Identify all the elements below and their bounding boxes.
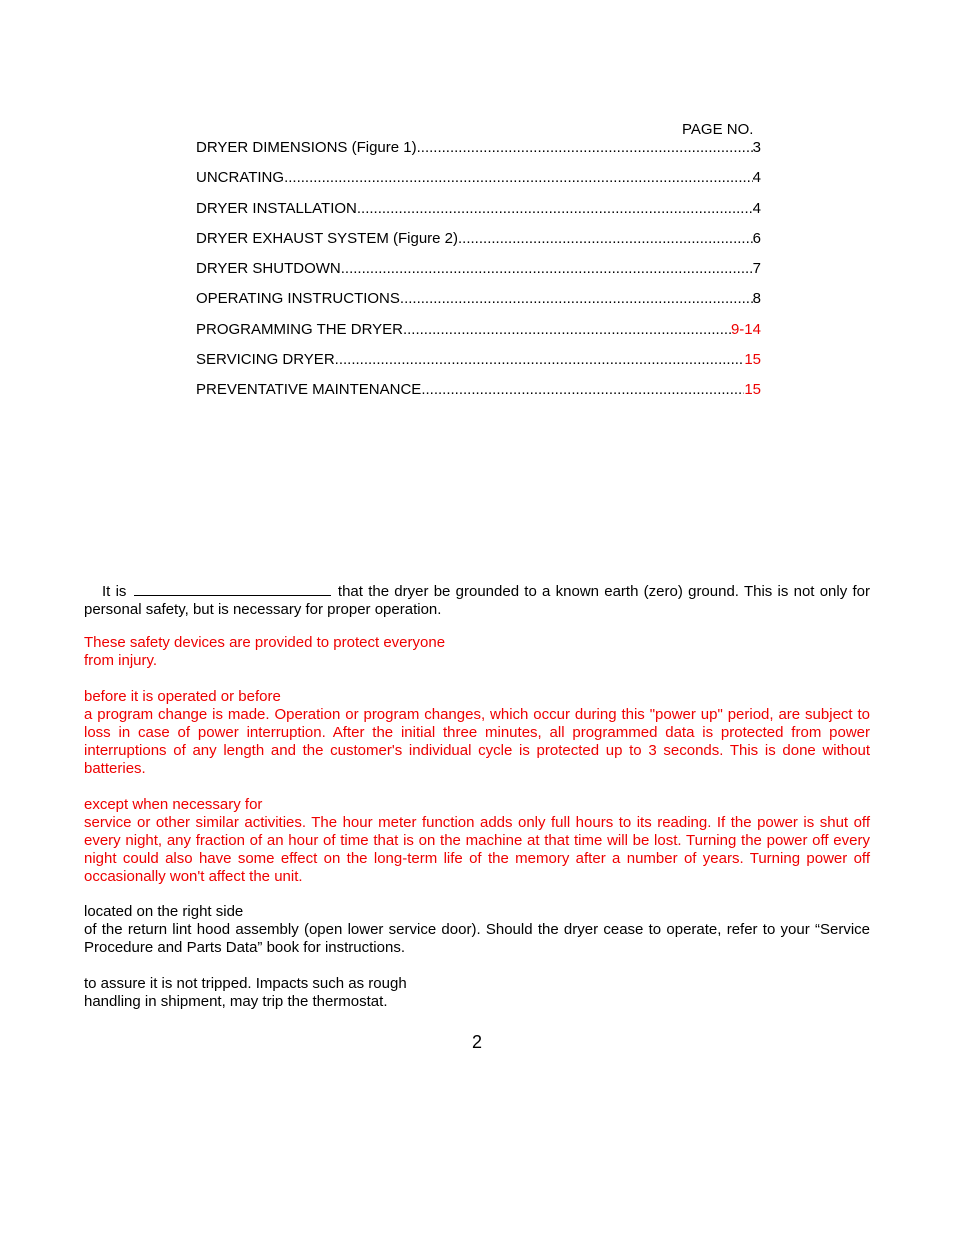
grounding-lead-text: It is: [102, 583, 127, 600]
blank-underline: [134, 581, 331, 596]
toc-entry-page: 15: [744, 381, 761, 399]
toc-leader-dots: [341, 260, 753, 278]
toc-leader-dots: [421, 381, 744, 399]
toc-entry[interactable]: [196, 351, 761, 381]
lint-hood-body-text: of the return lint hood assembly (open lower service door). Should the dryer cease to operate, refer to your “Service Procedure and Parts Data” book for instructions.: [84, 921, 870, 956]
toc-entry[interactable]: [196, 169, 761, 199]
toc-entry-title: DRYER INSTALLATION: [196, 199, 357, 217]
toc-leader-dots: [357, 200, 753, 218]
toc-page-no-header: PAGE NO.: [682, 121, 754, 138]
table-of-contents: [196, 139, 761, 412]
toc-leader-dots: [400, 290, 753, 308]
power-off-body-text: service or other similar activities. The hour meter function adds only full hours to its reading. If the power is shut off every night, any fraction of an hour of time that is on the machine at that time will be lost. Turning the power off every night could also have some effect on the long-term life of the memory after a number of years. Turning power off occasionally won't affect the unit.: [84, 814, 870, 885]
toc-entry[interactable]: [196, 230, 761, 260]
power-up-body-text: a program change is made. Operation or program changes, which occur during this "power up" period, are subject to loss in case of power interruption. After the initial three minutes, all programmed data is protected from power interruptions of any length and the customer's individual cycle is protected up to 3 seconds. This is done without batteries.: [84, 706, 870, 777]
toc-entry-title: DRYER SHUTDOWN: [196, 260, 341, 278]
toc-entry-page: 8: [752, 290, 761, 308]
toc-entry-page: 7: [752, 260, 761, 278]
toc-entry-title: UNCRATING: [196, 169, 285, 187]
toc-entry[interactable]: [196, 260, 761, 290]
toc-entry-page: 4: [752, 169, 761, 187]
grounding-paragraph: [84, 581, 870, 619]
toc-entry[interactable]: [196, 321, 761, 351]
thermostat-line-1: to assure it is not tripped. Impacts such as rough: [84, 975, 407, 992]
toc-entry-title: PROGRAMMING THE DRYER: [196, 320, 403, 338]
thermostat-body-text: handling in shipment, may trip the thermostat.: [84, 993, 388, 1010]
toc-entry[interactable]: [196, 381, 761, 411]
toc-leader-dots: [335, 351, 745, 369]
safety-devices-paragraph: [84, 634, 870, 670]
lint-hood-line-1: located on the right side: [84, 903, 244, 920]
lint-hood-paragraph: [84, 903, 870, 957]
safety-devices-line-1: These safety devices are provided to protect everyone: [84, 634, 446, 651]
power-off-line-1: except when necessary for: [84, 796, 263, 813]
toc-entry-title: OPERATING INSTRUCTIONS: [196, 290, 400, 308]
thermostat-paragraph: [84, 975, 870, 1011]
toc-leader-dots: [458, 230, 753, 248]
toc-entry-page: 15: [744, 351, 761, 369]
toc-entry-title: PREVENTATIVE MAINTENANCE: [196, 381, 422, 399]
toc-entry-title: SERVICING DRYER: [196, 351, 335, 369]
toc-entry-page: 4: [752, 199, 761, 217]
toc-entry-page: 6: [752, 229, 761, 247]
toc-entry[interactable]: [196, 290, 761, 320]
toc-entry[interactable]: [196, 139, 761, 169]
page-number: 2: [471, 1032, 482, 1052]
toc-leader-dots: [284, 169, 753, 187]
power-off-paragraph: [84, 796, 870, 886]
toc-leader-dots: [417, 139, 753, 157]
toc-entry-title: DRYER EXHAUST SYSTEM (Figure 2): [196, 229, 459, 247]
toc-entry-page: 9-14: [730, 320, 761, 338]
toc-entry-page: 3: [752, 139, 761, 156]
toc-leader-dots: [403, 321, 731, 339]
safety-devices-line-2: from injury.: [84, 652, 158, 669]
toc-entry-title: DRYER DIMENSIONS (Figure 1): [196, 139, 417, 156]
power-up-paragraph: [84, 688, 870, 778]
toc-entry[interactable]: [196, 200, 761, 230]
power-up-line-1: before it is operated or before: [84, 688, 281, 705]
grounding-body-text: that the dryer be grounded to a known earth (zero) ground. This is not only for personal safety, but is necessary for proper operation.: [84, 583, 870, 618]
